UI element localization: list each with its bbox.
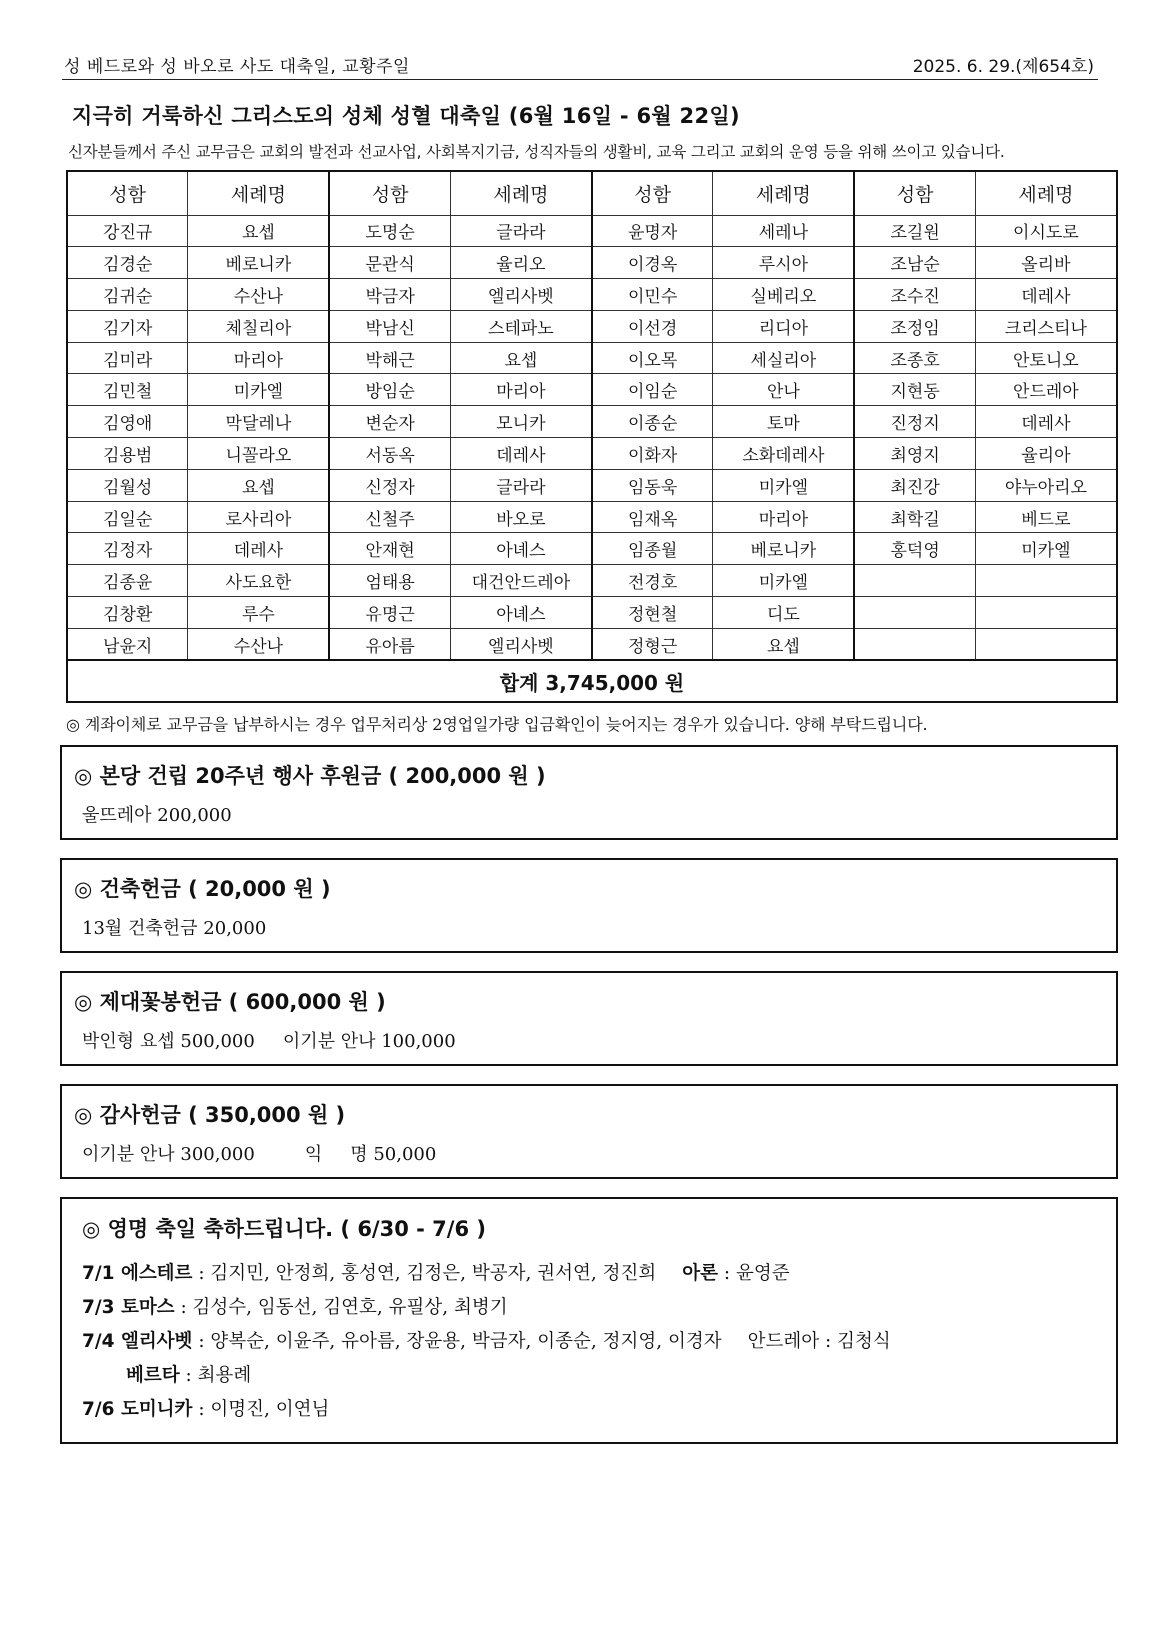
- name-day-label: 아론: [682, 1263, 719, 1284]
- name-day-label: 베르타: [126, 1365, 180, 1386]
- thanks-offering-anonymous-b: 명 50,000: [350, 1144, 437, 1165]
- baptism-name-cell: 소화데레사: [713, 438, 855, 470]
- anniversary-donation-box: [60, 745, 1118, 840]
- baptism-name-cell: 아녜스: [450, 533, 592, 565]
- column-header-name: 성함: [67, 171, 188, 215]
- column-header-baptism: 세례명: [713, 171, 855, 215]
- baptism-name-cell: 미카엘: [188, 374, 330, 406]
- table-row: [67, 469, 1117, 501]
- baptism-name-cell: 마리아: [713, 501, 855, 533]
- donor-name-cell: 정형근: [592, 628, 713, 660]
- column-header-name: 성함: [329, 171, 450, 215]
- donor-name-cell: 조남순: [854, 247, 975, 279]
- baptism-name-cell: 니꼴라오: [188, 438, 330, 470]
- donor-name-cell: 이화자: [592, 438, 713, 470]
- baptism-name-cell: 실베리오: [713, 279, 855, 311]
- altar-flower-title: ◎ 제대꽃봉헌금 ( 600,000 원 ): [74, 990, 386, 1014]
- donor-name-cell: 이종순: [592, 406, 713, 438]
- donor-name-cell: 박남신: [329, 310, 450, 342]
- baptism-name-cell: 세레나: [713, 215, 855, 247]
- thanks-offering-title: ◎ 감사헌금 ( 350,000 원 ): [74, 1103, 346, 1127]
- section-description: 신자분들께서 주신 교무금은 교회의 발전과 선교사업, 사회복지기금, 성직자들의 생활비, 교육 그리고 교회의 운영 등을 위해 쓰이고 있습니다.: [68, 143, 1005, 161]
- baptism-name-cell: 대건안드레아: [450, 565, 592, 597]
- total-row: [67, 660, 1117, 702]
- building-donation-title: ◎ 건축헌금 ( 20,000 원 ): [74, 877, 331, 901]
- name-day-line: [82, 1327, 891, 1353]
- baptism-name-cell: [975, 565, 1117, 597]
- donor-name-cell: 조수진: [854, 279, 975, 311]
- baptism-name-cell: 디도: [713, 597, 855, 629]
- column-header-baptism: 세례명: [450, 171, 592, 215]
- baptism-name-cell: 데레사: [450, 438, 592, 470]
- donor-name-cell: 지현동: [854, 374, 975, 406]
- baptism-name-cell: 야누아리오: [975, 469, 1117, 501]
- donor-name-cell: 조정임: [854, 310, 975, 342]
- donor-name-cell: 이오목: [592, 342, 713, 374]
- transfer-note: ◎ 계좌이체로 교무금을 납부하시는 경우 업무처리상 2영업일가량 입금확인이 늦어지는 경우가 있습니다. 양해 부탁드립니다.: [66, 715, 928, 734]
- baptism-name-cell: 미카엘: [713, 565, 855, 597]
- altar-flower-line: [82, 1027, 456, 1053]
- donor-name-cell: 김민철: [67, 374, 188, 406]
- donor-name-cell: [854, 565, 975, 597]
- baptism-name-cell: 수산나: [188, 628, 330, 660]
- name-day-line: [82, 1259, 790, 1285]
- baptism-name-cell: 크리스티나: [975, 310, 1117, 342]
- baptism-name-cell: 바오로: [450, 501, 592, 533]
- baptism-name-cell: 세실리아: [713, 342, 855, 374]
- donor-name-cell: 김귀순: [67, 279, 188, 311]
- donor-name-cell: 윤명자: [592, 215, 713, 247]
- thanks-offering-box: [60, 1084, 1118, 1179]
- donor-name-cell: 변순자: [329, 406, 450, 438]
- baptism-name-cell: 안나: [713, 374, 855, 406]
- anniversary-donation-line: 울뜨레아 200,000: [82, 805, 232, 826]
- baptism-name-cell: 체칠리아: [188, 310, 330, 342]
- altar-flower-entry: 박인형 요셉 500,000: [82, 1031, 255, 1052]
- altar-flower-box: [60, 971, 1118, 1066]
- donor-name-cell: 문관식: [329, 247, 450, 279]
- baptism-name-cell: 마리아: [188, 342, 330, 374]
- name-day-label: 7/4 엘리사벳: [82, 1331, 193, 1352]
- donor-name-cell: 최학길: [854, 501, 975, 533]
- name-day-names: : 김지민, 안정희, 홍성연, 김정은, 박공자, 권서연, 정진희: [192, 1263, 657, 1284]
- baptism-name-cell: 베드로: [975, 501, 1117, 533]
- column-header-name: 성함: [854, 171, 975, 215]
- donor-name-cell: 신철주: [329, 501, 450, 533]
- baptism-name-cell: 사도요한: [188, 565, 330, 597]
- table-row: [67, 438, 1117, 470]
- baptism-name-cell: 엘리사벳: [450, 628, 592, 660]
- donor-name-cell: 김경순: [67, 247, 188, 279]
- baptism-name-cell: 데레사: [975, 406, 1117, 438]
- donor-name-cell: 방임순: [329, 374, 450, 406]
- name-day-title: ◎ 영명 축일 축하드립니다. ( 6/30 - 7/6 ): [82, 1217, 486, 1241]
- baptism-name-cell: 율리아: [975, 438, 1117, 470]
- bulletin-header: [62, 50, 1098, 80]
- name-day-names: : 최용례: [179, 1365, 252, 1386]
- baptism-name-cell: 글라라: [450, 215, 592, 247]
- donor-name-cell: 김용범: [67, 438, 188, 470]
- column-header-baptism: 세례명: [188, 171, 330, 215]
- baptism-name-cell: 아녜스: [450, 597, 592, 629]
- baptism-name-cell: 수산나: [188, 279, 330, 311]
- baptism-name-cell: 루시아: [713, 247, 855, 279]
- column-header-baptism: 세례명: [975, 171, 1117, 215]
- table-header-row: [67, 171, 1117, 215]
- baptism-name-cell: 올리바: [975, 247, 1117, 279]
- baptism-name-cell: 요셉: [188, 469, 330, 501]
- name-day-names: : 윤영준: [718, 1263, 790, 1284]
- donor-name-cell: 이임순: [592, 374, 713, 406]
- name-day-box: [60, 1197, 1118, 1444]
- table-row: [67, 342, 1117, 374]
- donor-name-cell: 유명근: [329, 597, 450, 629]
- donor-name-cell: 김월성: [67, 469, 188, 501]
- section-title: 지극히 거룩하신 그리스도의 성체 성혈 대축일 (6월 16일 - 6월 22일): [72, 104, 740, 128]
- baptism-name-cell: 이시도로: [975, 215, 1117, 247]
- donor-name-cell: 진정지: [854, 406, 975, 438]
- donor-table: [66, 170, 1118, 703]
- donor-name-cell: 최영지: [854, 438, 975, 470]
- donor-name-cell: 김창환: [67, 597, 188, 629]
- baptism-name-cell: 요셉: [713, 628, 855, 660]
- donor-name-cell: 도명순: [329, 215, 450, 247]
- table-row: [67, 374, 1117, 406]
- table-row: [67, 533, 1117, 565]
- name-day-names: : 양복순, 이윤주, 유아름, 장윤용, 박금자, 이종순, 정지영, 이경자: [192, 1331, 722, 1352]
- donor-name-cell: 조종호: [854, 342, 975, 374]
- donor-name-cell: 홍덕영: [854, 533, 975, 565]
- baptism-name-cell: [975, 628, 1117, 660]
- issue-date: 2025. 6. 29.(제654호): [912, 57, 1094, 77]
- donor-name-cell: 김기자: [67, 310, 188, 342]
- name-day-label: 7/6 도미니카: [82, 1399, 193, 1420]
- baptism-name-cell: 율리오: [450, 247, 592, 279]
- donor-name-cell: 박금자: [329, 279, 450, 311]
- donor-name-cell: 이경옥: [592, 247, 713, 279]
- baptism-name-cell: 요셉: [188, 215, 330, 247]
- total-amount: 합계 3,745,000 원: [67, 660, 1117, 702]
- donor-name-cell: 임동욱: [592, 469, 713, 501]
- baptism-name-cell: 데레사: [188, 533, 330, 565]
- donor-name-cell: [854, 628, 975, 660]
- name-day-names: : 이명진, 이연님: [192, 1399, 330, 1420]
- table-row: [67, 279, 1117, 311]
- donor-name-cell: 정현철: [592, 597, 713, 629]
- name-day-line: [82, 1361, 251, 1387]
- donor-name-cell: 엄태용: [329, 565, 450, 597]
- thanks-offering-entry: 이기분 안나 300,000: [82, 1144, 255, 1165]
- name-day-names: : 김성수, 임동선, 김연호, 유필상, 최병기: [174, 1297, 508, 1318]
- donor-name-cell: 김종윤: [67, 565, 188, 597]
- donor-name-cell: 김미라: [67, 342, 188, 374]
- building-donation-line: 13월 건축헌금 20,000: [82, 918, 267, 939]
- table-row: [67, 597, 1117, 629]
- anniversary-donation-title: ◎ 본당 건립 20주년 행사 후원금 ( 200,000 원 ): [74, 764, 546, 788]
- feast-title: 성 베드로와 성 바오로 사도 대축일, 교황주일: [64, 57, 410, 77]
- donor-name-cell: 박해근: [329, 342, 450, 374]
- altar-flower-entry: 이기분 안나 100,000: [282, 1031, 456, 1052]
- baptism-name-cell: 마리아: [450, 374, 592, 406]
- table-row: [67, 501, 1117, 533]
- donor-name-cell: 최진강: [854, 469, 975, 501]
- donor-name-cell: 김일순: [67, 501, 188, 533]
- donor-name-cell: 김영애: [67, 406, 188, 438]
- building-donation-box: [60, 858, 1118, 953]
- donor-name-cell: 이선경: [592, 310, 713, 342]
- baptism-name-cell: 데레사: [975, 279, 1117, 311]
- donor-name-cell: 신정자: [329, 469, 450, 501]
- donor-name-cell: 서동옥: [329, 438, 450, 470]
- table-row: [67, 310, 1117, 342]
- baptism-name-cell: 베로니카: [188, 247, 330, 279]
- baptism-name-cell: 루수: [188, 597, 330, 629]
- donor-name-cell: 김정자: [67, 533, 188, 565]
- table-row: [67, 628, 1117, 660]
- baptism-name-cell: 안토니오: [975, 342, 1117, 374]
- table-row: [67, 247, 1117, 279]
- name-day-label: 7/3 토마스: [82, 1297, 175, 1318]
- donor-name-cell: 유아름: [329, 628, 450, 660]
- baptism-name-cell: 엘리사벳: [450, 279, 592, 311]
- donor-name-cell: 안재현: [329, 533, 450, 565]
- donor-name-cell: 임종월: [592, 533, 713, 565]
- name-day-line: [82, 1395, 329, 1421]
- donor-name-cell: 강진규: [67, 215, 188, 247]
- name-day-names: 안드레아 : 김청식: [747, 1331, 891, 1352]
- baptism-name-cell: 미카엘: [713, 469, 855, 501]
- name-day-label: 7/1 에스테르: [82, 1263, 193, 1284]
- baptism-name-cell: 토마: [713, 406, 855, 438]
- donor-table-body: [67, 215, 1117, 660]
- baptism-name-cell: 미카엘: [975, 533, 1117, 565]
- baptism-name-cell: 로사리아: [188, 501, 330, 533]
- column-header-name: 성함: [592, 171, 713, 215]
- thanks-offering-line: [82, 1140, 436, 1166]
- donor-name-cell: 이민수: [592, 279, 713, 311]
- donor-name-cell: 남윤지: [67, 628, 188, 660]
- baptism-name-cell: 안드레아: [975, 374, 1117, 406]
- baptism-name-cell: 스테파노: [450, 310, 592, 342]
- thanks-offering-anonymous-a: 익: [304, 1144, 323, 1165]
- baptism-name-cell: 리디아: [713, 310, 855, 342]
- table-row: [67, 406, 1117, 438]
- baptism-name-cell: [975, 597, 1117, 629]
- donor-name-cell: 전경호: [592, 565, 713, 597]
- baptism-name-cell: 요셉: [450, 342, 592, 374]
- table-row: [67, 565, 1117, 597]
- baptism-name-cell: 글라라: [450, 469, 592, 501]
- table-row: [67, 215, 1117, 247]
- donor-name-cell: 임재옥: [592, 501, 713, 533]
- baptism-name-cell: 모니카: [450, 406, 592, 438]
- name-day-line: [82, 1293, 508, 1319]
- donor-name-cell: [854, 597, 975, 629]
- donor-name-cell: 조길원: [854, 215, 975, 247]
- baptism-name-cell: 막달레나: [188, 406, 330, 438]
- baptism-name-cell: 베로니카: [713, 533, 855, 565]
